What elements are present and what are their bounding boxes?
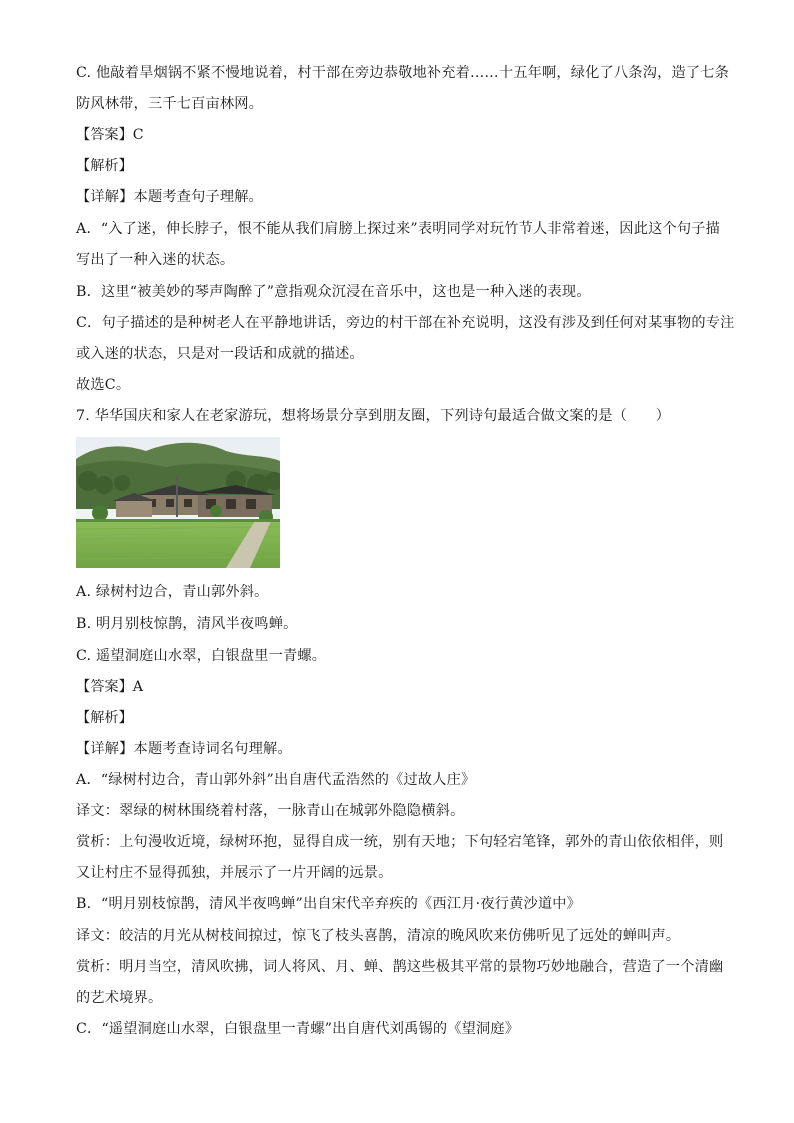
answer-label: 【答案】C: [76, 127, 144, 143]
explanation-c-line-1: C．句子描述的是种树老人在平静地讲话，旁边的村干部在补充说明，这没有涉及到任何对某事物的专注: [76, 315, 735, 331]
option-c-text-line-1: C. 他敲着旱烟锅不紧不慢地说着，村干部在旁边恭敬地补充着……十五年啊，绿化了八条沟，造了七条: [76, 65, 730, 81]
explanation-b: B．这里“被美妙的琴声陶醉了”意指观众沉浸在音乐中，这也是一种入迷的表现。: [76, 284, 591, 300]
conclusion: 故选C。: [76, 377, 131, 393]
poem-b-source: B．“明月别枝惊鹊，清风半夜鸣蝉”出自宋代辛弃疾的《西江月·夜行黄沙道中》: [76, 896, 582, 912]
poem-c-source: C．“遥望洞庭山水翠，白银盘里一青螺”出自唐代刘禹锡的《望洞庭》: [76, 1021, 520, 1037]
explanation-a-line-1: A．“入了迷，伸长脖子，恨不能从我们肩膀上探过来”表明同学对玩竹节人非常着迷，因此这个句子描: [76, 221, 721, 237]
detail-label: 【详解】本题考查句子理解。: [76, 189, 264, 205]
analysis-label: 【解析】: [76, 710, 133, 726]
poem-b-appreciation-line-2: 的艺术境界。: [76, 990, 163, 1006]
explanation-c-line-2: 或入迷的状态，只是对一段话和成就的描述。: [76, 346, 364, 362]
option-a: A. 绿树村边合，青山郭外斜。: [76, 584, 269, 600]
option-b: B. 明月别枝惊鹊，清风半夜鸣蝉。: [76, 616, 298, 632]
analysis-label: 【解析】: [76, 158, 133, 174]
poem-a-source: A．“绿树村边合，青山郭外斜”出自唐代孟浩然的《过故人庄》: [76, 772, 476, 788]
poem-a-translation: 译文：翠绿的树林围绕着村落，一脉青山在城郭外隐隐横斜。: [76, 803, 465, 819]
option-c: C. 遥望洞庭山水翠，白银盘里一青螺。: [76, 648, 327, 664]
detail-label: 【详解】本题考查诗词名句理解。: [76, 741, 292, 757]
poem-b-appreciation-line-1: 赏析：明月当空，清风吹拂，词人将风、月、蝉、鹊这些极其平常的景物巧妙地融合，营造了一个清幽: [76, 959, 724, 975]
explanation-a-line-2: 写出了一种入迷的状态。: [76, 252, 235, 268]
question-7: 7. 华华国庆和家人在老家游玩，想将场景分享到朋友圈，下列诗句最适合做文案的是（ ）: [76, 408, 671, 424]
poem-b-translation: 译文：皎洁的月光从树枝间掠过，惊飞了枝头喜鹊，清凉的晚风吹来仿佛听见了远处的蝉叫声。: [76, 928, 681, 944]
village-landscape-photo: [76, 437, 280, 568]
option-c-text-line-2: 防风林带，三千七百亩林网。: [76, 96, 264, 112]
answer-label: 【答案】A: [76, 679, 143, 695]
poem-a-appreciation-line-1: 赏析：上句漫收近境，绿树环抱，显得自成一统，别有天地；下句轻宕笔锋，郭外的青山依依相伴，则: [76, 834, 724, 850]
poem-a-appreciation-line-2: 又让村庄不显得孤独，并展示了一片开阔的远景。: [76, 865, 393, 881]
